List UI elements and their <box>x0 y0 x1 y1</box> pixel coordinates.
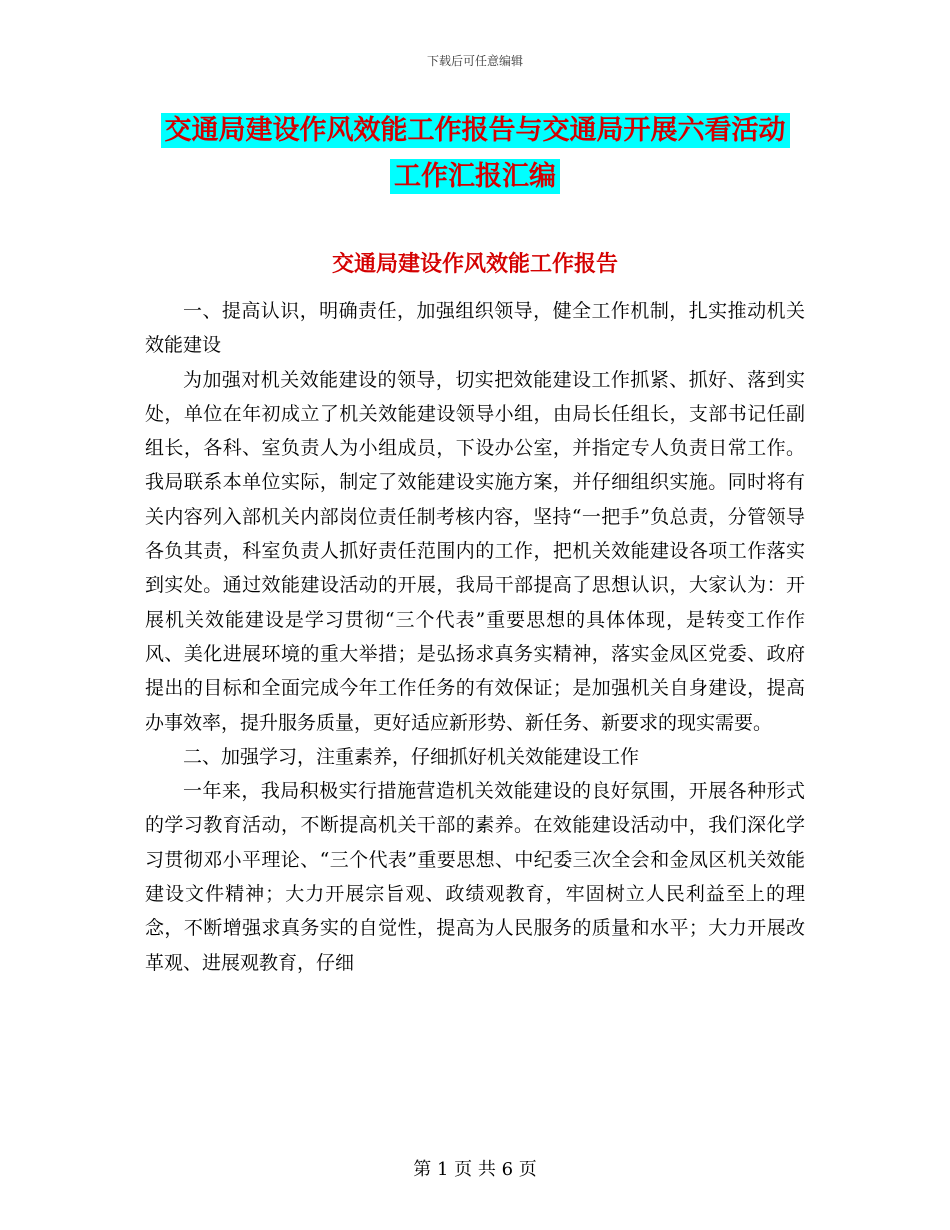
page-header-note: 下载后可任意编辑 <box>426 54 523 68</box>
document-body <box>145 294 805 980</box>
document-title-line-2: 工作汇报汇编 <box>0 154 950 193</box>
paragraph: 一年来，我局积极实行措施营造机关效能建设的良好氛围，开展各种形式的学习教育活动，不断提高机关干部的素养。在效能建设活动中，我们深化学习贯彻邓小平理论、“三个代表”重要思想、中纪委三次全会和金凤区机关效能建设文件精神；大力开展宗旨观、政绩观教育，牢固树立人民利益至上的理念，不断增强求真务实的自觉性，提高为人民服务的质量和水平；大力开展改革观、进展观教育，仔细 <box>145 780 805 974</box>
paragraph: 为加强对机关效能建设的领导，切实把效能建设工作抓紧、抓好、落到实处，单位在年初成立了机关效能建设领导小组，由局长任组长，支部书记任副组长，各科、室负责人为小组成员，下设办公室，并指定专人负责日常工作。我局联系本单位实际，制定了效能建设实施方案，并仔细组织实施。同时将有关内容列入部机关内部岗位责任制考核内容，坚持“一把手”负总责，分管领导各负其责，科室负责人抓好责任范围内的工作，把机关效能建设各项工作落实到实处。通过效能建设活动的开展，我局干部提高了思想认识，大家认为：开展机关效能建设是学习贯彻“三个代表”重要思想的具体体现，是转变工作作风、美化进展环境的重大举措；是弘扬求真务实精神，落实金凤区党委、政府提出的目标和全面完成今年工作任务的有效保证；是加强机关自身建设，提高办事效率，提升服务质量，更好适应新形势、新任务、新要求的现实需要。 <box>145 368 805 734</box>
section-title: 交通局建设作风效能工作报告 <box>331 252 618 277</box>
document-title-line-1: 交通局建设作风效能工作报告与交通局开展六看活动 <box>0 108 950 147</box>
paragraph: 二、加强学习，注重素养，仔细抓好机关效能建设工作 <box>183 745 640 768</box>
page-number: 第 1 页 共 6 页 <box>413 1159 537 1180</box>
paragraph: 一、提高认识，明确责任，加强组织领导，健全工作机制，扎实推动机关效能建设 <box>145 300 805 357</box>
